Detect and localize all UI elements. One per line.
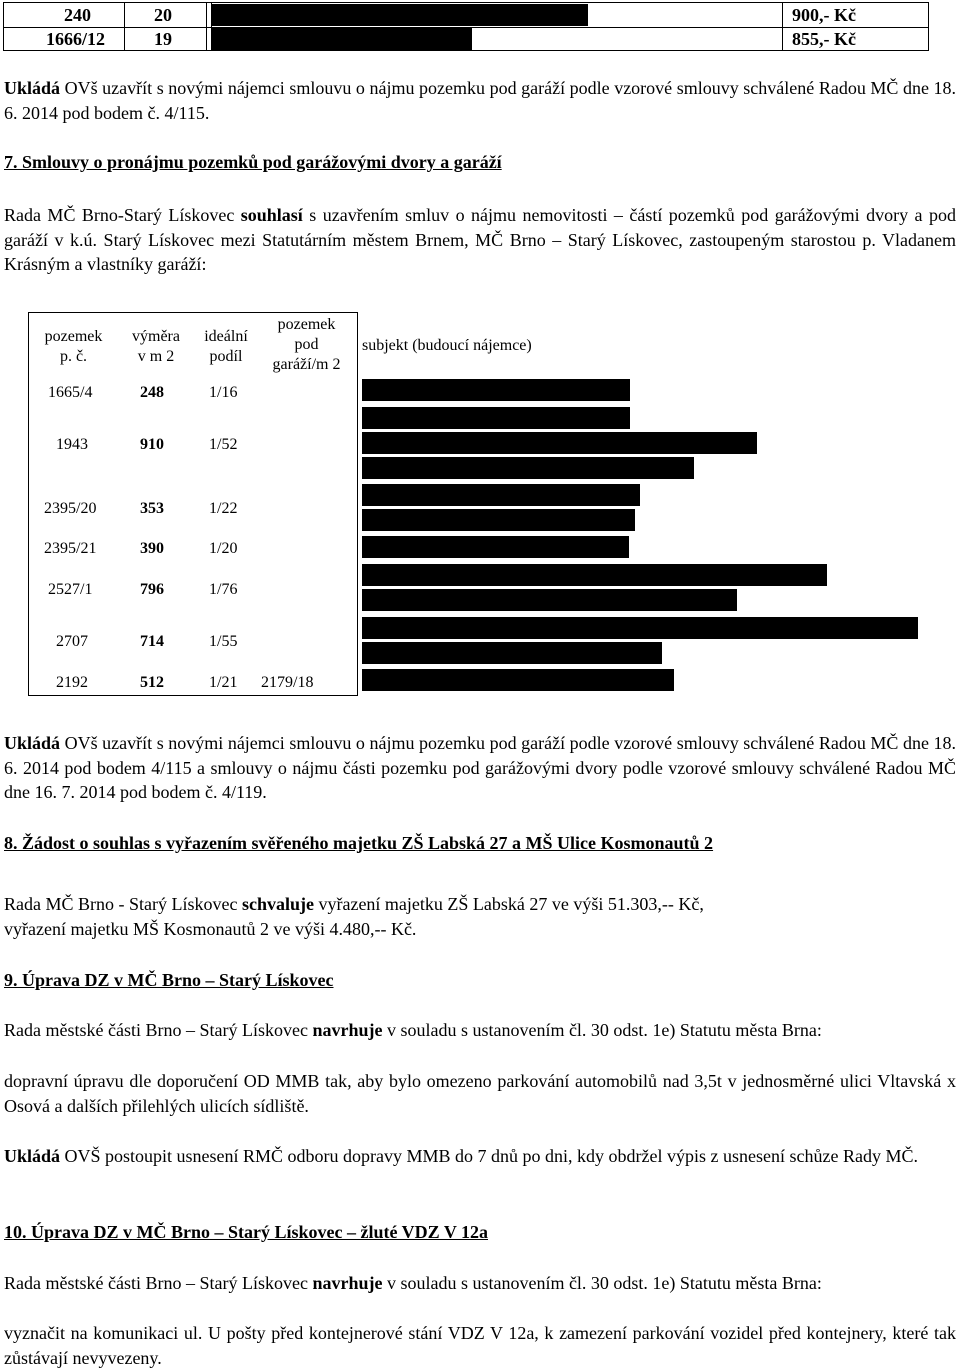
redacted-name bbox=[212, 28, 472, 50]
area-cell: 390 bbox=[140, 540, 164, 557]
section-8-text: Rada MČ Brno - Starý Lískovec schvaluje vyřazení majetku ZŠ Labská 27 ve výši 51.303,-- Kč, vyřazení majetku MŠ Kosmonautů 2 ve výši 4.480,-- Kč. bbox=[4, 894, 704, 939]
table-row bbox=[4, 27, 928, 51]
redacted-name bbox=[362, 564, 827, 586]
header-area: výměra v m 2 bbox=[132, 328, 180, 365]
section-9-heading: 9. Úprava DZ v MČ Brno – Starý Lískovec bbox=[4, 970, 334, 990]
redacted-name bbox=[362, 379, 630, 401]
redacted-name bbox=[362, 669, 674, 691]
garage-parcels-table bbox=[28, 312, 358, 696]
price-cell: 855,- Kč bbox=[792, 29, 856, 49]
parcel-cell: 1665/4 bbox=[48, 384, 93, 401]
area-cell: 910 bbox=[140, 436, 164, 453]
parcel-cell: 2395/20 bbox=[44, 500, 97, 517]
share-cell: 1/55 bbox=[209, 633, 238, 650]
section-10-text: Rada městské části Brno – Starý Lískovec navrhuje v souladu s ustanovením čl. 30 odst. 1e) Statutu města Brna: bbox=[4, 1273, 822, 1293]
section-10-heading: 10. Úprava DZ v MČ Brno – Starý Lískovec – žluté VDZ V 12a bbox=[4, 1222, 489, 1242]
redacted-name bbox=[362, 407, 630, 429]
header-share: ideální podíl bbox=[204, 328, 248, 365]
instruction-paragraph: Ukládá OVš uzavřít s novými nájemci smlouvu o nájmu pozemku pod garáží podle vzorové smlouvy schválené Radou MČ dne 18. 6. 2014 pod bodem 4/115 a smlouvy o nájmu části pozemku pod garážovými dvory podle vzorové smlouvy schválené Radou MČ dne 16. 7. 2014 pod bodem č. 4/119. bbox=[4, 733, 956, 802]
share-cell: 1/76 bbox=[209, 581, 238, 598]
share-cell: 1/22 bbox=[209, 500, 238, 517]
redacted-name bbox=[362, 509, 635, 531]
section-8-heading: 8. Žádost o souhlas s vyřazením svěřeného majetku ZŠ Labská 27 a MŠ Ulice Kosmonautů 2 bbox=[4, 833, 714, 853]
redacted-name bbox=[362, 536, 629, 558]
share-cell: 1/52 bbox=[209, 436, 238, 453]
share-cell: 1/16 bbox=[209, 384, 238, 401]
redacted-name bbox=[362, 589, 737, 611]
area-cell: 20 bbox=[154, 5, 172, 25]
section-9-order: Ukládá OVŠ postoupit usnesení RMČ odboru dopravy MMB do 7 dnů po dni, kdy obdržel výpis z usnesení schůze Rady MČ. bbox=[4, 1146, 918, 1166]
parcel-cell: 1943 bbox=[56, 436, 88, 453]
table-row bbox=[4, 3, 928, 28]
parcel-price-table bbox=[3, 2, 929, 51]
area-cell: 353 bbox=[140, 500, 164, 517]
section-9-proposal: dopravní úpravu dle doporučení OD MMB tak, aby bylo omezeno parkování automobilů nad 3,5t v jednosměrné ulici Vltavská x Osová a dalších přilehlých ulicích sídliště. bbox=[4, 1071, 956, 1116]
price-cell: 900,- Kč bbox=[792, 5, 856, 25]
instruction-paragraph: Ukládá OVš uzavřít s novými nájemci smlouvu o nájmu pozemku pod garáží podle vzorové smlouvy schválené Radou MČ dne 18. 6. 2014 pod bodem č. 4/115. bbox=[4, 78, 956, 123]
area-cell: 248 bbox=[140, 384, 164, 401]
parcel-cell: 1666/12 bbox=[46, 29, 106, 49]
redacted-name bbox=[362, 484, 640, 506]
section-10-proposal: vyznačit na komunikaci ul. U pošty před kontejnerové stání VDZ V 12a, k zamezení parkování vozidel před kontejnery, které tak zůstávají nevyvezeny. bbox=[4, 1323, 956, 1368]
section-7-text: Rada MČ Brno-Starý Lískovec souhlasí s uzavřením smluv o nájmu nemovitosti – částí pozemků pod garážovými dvory a pod garáží v k.ú. Starý Lískovec mezi Statutárním městem Brnem, MČ Brno – Starý Lískovec, zastoupeným starostou p. Vladanem Krásným a vlastníky garáží: bbox=[4, 205, 956, 274]
redacted-name bbox=[362, 617, 918, 639]
parcel-cell: 240 bbox=[64, 5, 91, 25]
section-7-heading: 7. Smlouvy o pronájmu pozemků pod garážovými dvory a garáží bbox=[4, 152, 502, 172]
parcel-cell: 2527/1 bbox=[48, 581, 93, 598]
parcel-cell: 2192 bbox=[56, 674, 88, 691]
share-cell: 1/21 bbox=[209, 674, 238, 691]
header-garage: pozemek pod garáží/m 2 bbox=[272, 316, 341, 373]
area-cell: 714 bbox=[140, 633, 164, 650]
parcel-cell: 2395/21 bbox=[44, 540, 97, 557]
area-cell: 796 bbox=[140, 581, 164, 598]
garage-cell: 2179/18 bbox=[261, 674, 314, 691]
header-parcel: pozemek p. č. bbox=[44, 328, 103, 365]
redacted-name bbox=[362, 432, 757, 454]
redacted-name bbox=[362, 457, 694, 479]
header-subject: subjekt (budoucí nájemce) bbox=[362, 337, 532, 354]
parcel-cell: 2707 bbox=[56, 633, 88, 650]
share-cell: 1/20 bbox=[209, 540, 238, 557]
section-9-text: Rada městské části Brno – Starý Lískovec navrhuje v souladu s ustanovením čl. 30 odst. 1e) Statutu města Brna: bbox=[4, 1020, 822, 1040]
area-cell: 19 bbox=[154, 29, 172, 49]
redacted-name bbox=[362, 642, 662, 664]
redacted-name bbox=[212, 4, 588, 26]
area-cell: 512 bbox=[140, 674, 164, 691]
